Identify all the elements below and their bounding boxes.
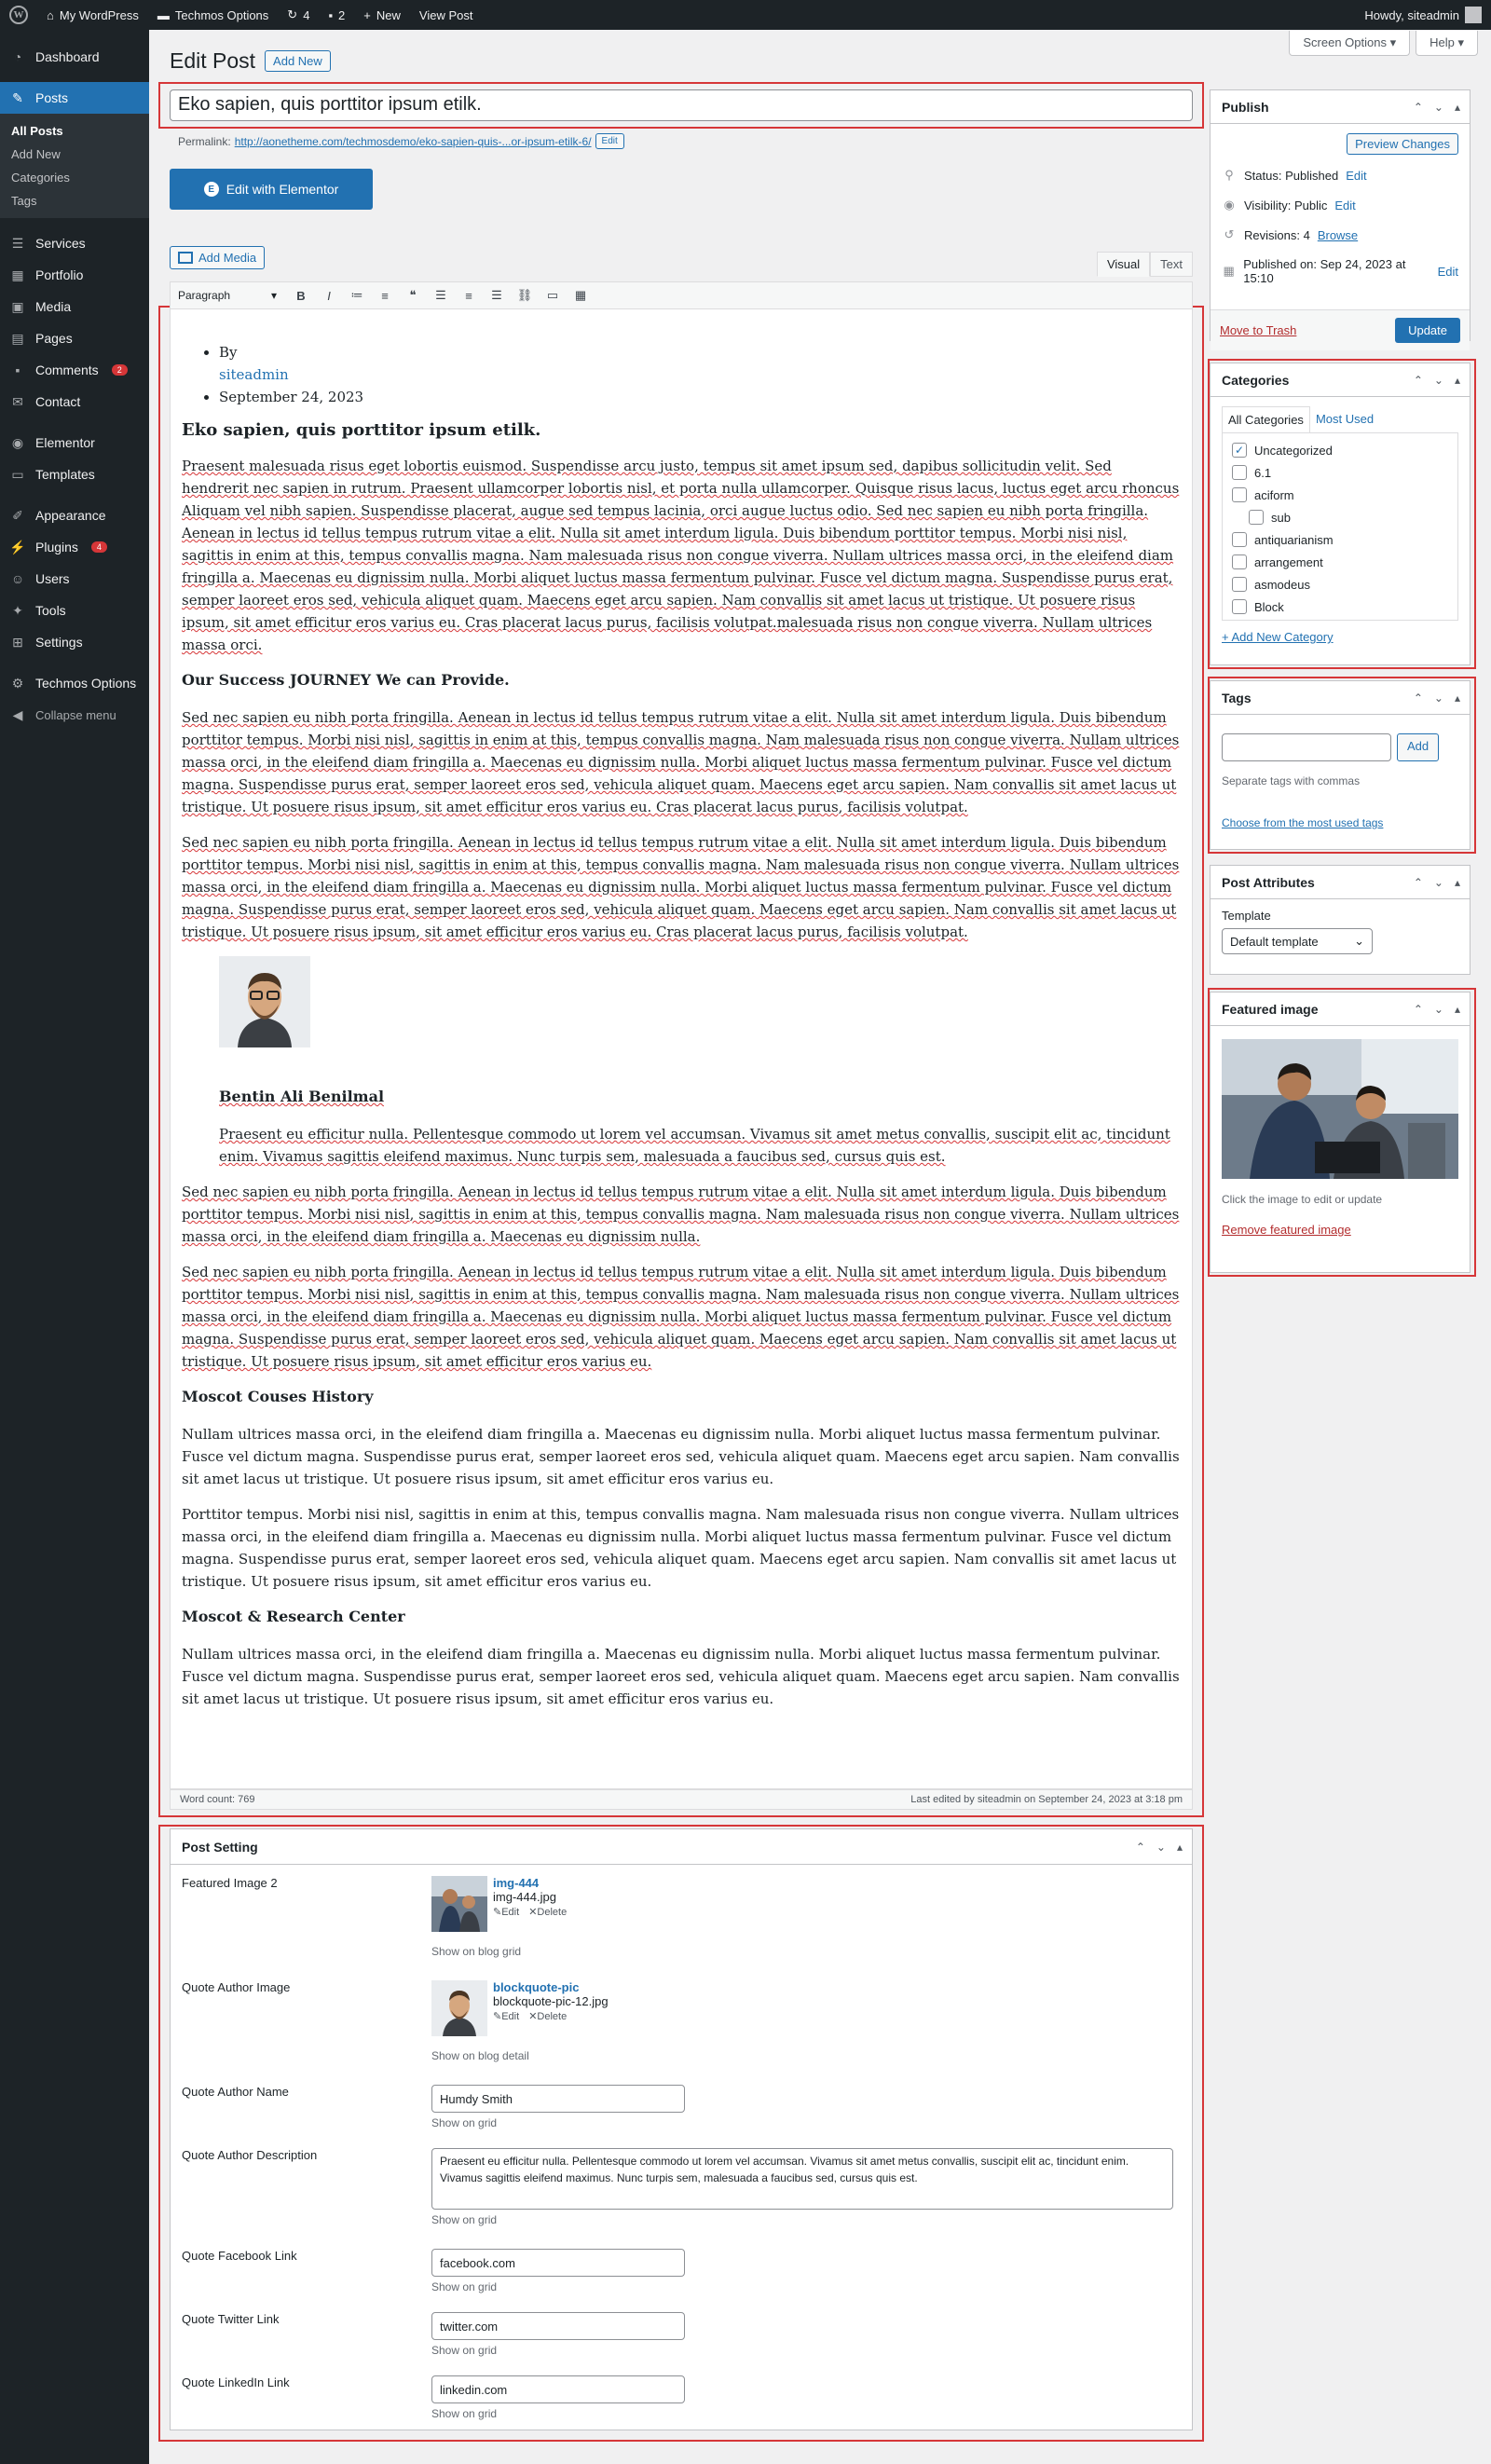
comments-badge: 2 bbox=[112, 364, 128, 376]
meta-author: • By siteadmin bbox=[219, 341, 1181, 386]
media-icon: ▣ bbox=[11, 298, 24, 314]
browse-revisions-link[interactable]: Browse bbox=[1317, 227, 1359, 242]
folder-icon: ▭ bbox=[11, 466, 24, 482]
post-setting-header: Post Setting ⌃ ⌄ ▴ bbox=[171, 1829, 1192, 1865]
italic-icon[interactable]: I bbox=[327, 288, 331, 303]
paragraph-4: Sed nec sapien eu nibh porta fringilla. Aenean in lectus id tellus tempus rutrum vitae a elit. Nulla sit amet interdum ligula. Duis bibendum porttitor tempus. Morbi nisi nisl, sagittis in enim at this, tempus convallis magna. Nam malesuada risus non congue viverra. Nullam ultrices massa orci, in the eleifend diam fringilla a. Maecenas eu dignissim nulla. bbox=[182, 1184, 1180, 1245]
remove-featured-image-link[interactable]: Remove featured image bbox=[1222, 1223, 1351, 1237]
add-tag-button[interactable]: Add bbox=[1397, 733, 1439, 761]
toggle-icon[interactable]: ▴ bbox=[1454, 1002, 1460, 1016]
wordpress-icon: W bbox=[9, 6, 28, 24]
toggle-icon[interactable]: ▴ bbox=[1454, 875, 1460, 889]
category-item[interactable]: antiquarianism bbox=[1232, 528, 1448, 551]
template-label: Template bbox=[1222, 909, 1271, 923]
delete-image-link[interactable]: ✕Delete bbox=[528, 2011, 568, 2022]
comments-link[interactable]: ▪ 2 bbox=[328, 7, 346, 22]
sidebar-item-services[interactable]: ☰ Services bbox=[0, 227, 149, 259]
move-up-icon[interactable]: ⌃ bbox=[1413, 691, 1423, 705]
paragraph-5: Sed nec sapien eu nibh porta fringilla. Aenean in lectus id tellus tempus rutrum vitae a elit. Nulla sit amet interdum ligula. Duis bibendum porttitor tempus. Morbi nisi nisl, sagittis in enim at this, tempus convallis magna. Nam malesuada risus non congue viverra. Nullam ultrices massa orci, in the eleifend diam fringilla a. Maecenas eu dignissim nulla. Morbi aliquet luctus massa fermentum pulvinar. Fusce vel dictum magna. Suspendisse purus erat, semper laoreet eros sed, vehicula aliquet quam. Maecens eget arcu sapien. Nam convallis sit amet lacus ut tristique. Ut posuere risus ipsum, sit amet efficitur eros varius eu. bbox=[182, 1264, 1180, 1370]
quote-author-image-filename: blockquote-pic-12.jpg bbox=[493, 1994, 609, 2008]
wp-logo-button[interactable] bbox=[0, 0, 37, 30]
update-button[interactable]: Update bbox=[1395, 318, 1460, 343]
checkbox[interactable] bbox=[1232, 487, 1247, 502]
quote-author-image-row: Quote Author Image blockquote-pic blockquote-pic-12.jpg ✎Edit ✕Delete Show on blog detail bbox=[171, 1969, 1192, 2074]
admin-sidebar bbox=[0, 30, 149, 2464]
permalink-edit-button[interactable]: Edit bbox=[595, 133, 624, 149]
category-item[interactable]: sub bbox=[1232, 506, 1448, 528]
quote-author-description-textarea[interactable]: Praesent eu efficitur nulla. Pellentesque commodo ut lorem vel accumsan. Vivamus sit amet metus convallis, suscipit elit ac, tincidunt enim. Vivamus sagittis eleifend maximus. Nunc turpis sem, malesuada a faucibus sed, cursus quis est. bbox=[431, 2148, 1173, 2210]
featured-image-2-row: Featured Image 2 img-444 img-444.jpg ✎Edit ✕Delete Show on blog grid bbox=[171, 1865, 1192, 1969]
sidebar-item-plugins[interactable]: ⚡ Plugins 4 bbox=[0, 531, 149, 563]
caret-down-icon: ▾ bbox=[270, 289, 277, 302]
sidebar-item-media[interactable]: ▣ Media bbox=[0, 291, 149, 322]
publish-actions bbox=[1211, 309, 1470, 350]
move-down-icon[interactable]: ⌄ bbox=[1433, 875, 1443, 889]
featured-image-2-media bbox=[431, 1876, 1181, 1932]
tab-all-categories[interactable]: All Categories bbox=[1222, 406, 1310, 432]
quote-author-name: Bentin Ali Benilmal bbox=[219, 1088, 385, 1105]
sidebar-item-comments[interactable]: ▪ Comments 2 bbox=[0, 354, 149, 386]
pin-icon: ✎ bbox=[12, 89, 23, 105]
post-meta-list bbox=[219, 341, 1181, 408]
updates-link[interactable]: ↻ 4 bbox=[287, 7, 310, 22]
quote-text: Praesent eu efficitur nulla. Pellentesque commodo ut lorem vel accumsan. Vivamus sit amet metus convallis, suscipit elit ac, tincidunt enim. Vivamus sagittis eleifend maximus. Nunc turpis sem, malesuada a faucibus sed, cursus quis est. bbox=[219, 1126, 1170, 1165]
elementor-icon: ◉ bbox=[11, 434, 24, 450]
quote-facebook-link-row: Quote Facebook Link facebook.com Show on grid bbox=[171, 2238, 1192, 2301]
editor-toolbar bbox=[170, 281, 1193, 309]
visibility-edit-link[interactable]: Edit bbox=[1334, 198, 1356, 212]
sidebar-item-elementor[interactable]: ◉ Elementor bbox=[0, 427, 149, 459]
published-on-row: ▦ Published on: Sep 24, 2023 at 15:10 Edit bbox=[1223, 257, 1458, 285]
featured-image-header: Featured image ⌃ ⌄ ▴ bbox=[1211, 992, 1470, 1026]
editor-content[interactable] bbox=[170, 309, 1193, 1789]
paragraph-6: Nullam ultrices massa orci, in the eleifend diam fringilla a. Maecenas eu dignissim nulla. Morbi aliquet luctus massa fermentum pulvinar. Fusce vel dictum magna. Suspendisse purus erat, semper laoreet eros sed, vehicula aliquet quam. Maecens eget arcu sapien. Nam convallis sit amet lacus ut tristique. Ut posuere risus ipsum, sit amet efficitur eros varius eu. bbox=[182, 1426, 1180, 1487]
quote-linkedin-link-input[interactable]: linkedin.com bbox=[431, 2375, 685, 2403]
align-center-icon[interactable]: ≡ bbox=[465, 288, 472, 303]
heading-journey: Our Success JOURNEY We can Provide. bbox=[182, 671, 510, 689]
quote-author-name-input[interactable]: Humdy Smith bbox=[431, 2085, 685, 2113]
screen-meta-links bbox=[1289, 31, 1478, 56]
post-heading: Eko sapien, quis porttitor ipsum etilk. bbox=[182, 420, 541, 440]
collapse-menu-button[interactable]: ◀ Collapse menu bbox=[0, 699, 149, 731]
post-title-input[interactable]: Eko sapien, quis porttitor ipsum etilk. bbox=[170, 89, 1193, 121]
post-attributes-header: Post Attributes ⌃ ⌄ ▴ bbox=[1211, 866, 1470, 899]
checkbox[interactable] bbox=[1232, 532, 1247, 547]
checkbox[interactable] bbox=[1232, 599, 1247, 614]
sidebar-item-posts[interactable]: ✎ Posts bbox=[0, 82, 149, 114]
paragraph-7: Porttitor tempus. Morbi nisi nisl, sagittis in enim at this, tempus convallis magna. Nam malesuada risus non congue viverra. Nullam ultrices massa orci, in the eleifend diam fringilla a. Maecenas eu dignissim nulla. Morbi aliquet luctus massa fermentum pulvinar. Fusce vel dictum magna. Suspendisse purus erat, semper laoreet eros sed, vehicula aliquet quam. Maecens eget arcu sapien. Nam convallis sit amet lacus ut tristique. Ut posuere risus ipsum, sit amet efficitur eros varius eu. bbox=[182, 1506, 1180, 1590]
home-icon: ⌂ bbox=[47, 7, 54, 22]
add-new-category-link[interactable]: + Add New Category bbox=[1222, 630, 1334, 644]
checkbox[interactable] bbox=[1232, 554, 1247, 569]
align-left-icon[interactable]: ☰ bbox=[435, 288, 446, 302]
category-item[interactable]: arrangement bbox=[1232, 551, 1448, 573]
sidebar-item-dashboard[interactable]: ◔ Dashboard bbox=[0, 41, 149, 73]
meta-date: • September 24, 2023 bbox=[219, 386, 1181, 408]
site-name-link[interactable]: ⌂ My WordPress bbox=[47, 7, 139, 22]
move-down-icon[interactable]: ⌄ bbox=[1433, 691, 1443, 705]
media-icon bbox=[178, 252, 193, 264]
quote-facebook-link-input[interactable]: facebook.com bbox=[431, 2249, 685, 2277]
sidebar-item-settings[interactable]: ⊞ Settings bbox=[0, 626, 149, 658]
edit-image-link[interactable]: ✎Edit bbox=[493, 1907, 520, 1918]
date-edit-link[interactable]: Edit bbox=[1437, 264, 1458, 279]
wrench-icon: ✦ bbox=[12, 602, 23, 618]
tab-text[interactable]: Text bbox=[1150, 252, 1193, 277]
sidebar-item-techmos-options[interactable]: ⚙ Techmos Options bbox=[0, 667, 149, 699]
settings-icon: ⊞ bbox=[12, 634, 23, 650]
dashboard-icon: ◔ bbox=[13, 49, 22, 64]
checkbox[interactable] bbox=[1232, 577, 1247, 592]
post-attributes-box bbox=[1210, 865, 1470, 975]
featured-image-box bbox=[1210, 992, 1470, 1273]
editor-statusbar bbox=[170, 1789, 1193, 1810]
template-select[interactable]: Default template ⌄ bbox=[1222, 928, 1373, 954]
admin-bar bbox=[0, 0, 1491, 30]
featured-image-2-help: Show on blog grid bbox=[431, 1945, 522, 1958]
tags-box bbox=[1210, 680, 1470, 850]
paragraph-3: Sed nec sapien eu nibh porta fringilla. Aenean in lectus id tellus tempus rutrum vitae a elit. Nulla sit amet interdum ligula. Duis bibendum porttitor tempus. Morbi nisi nisl, sagittis in enim at this, tempus convallis magna. Nam malesuada risus non congue viverra. Nullam ultrices massa orci, in the eleifend diam fringilla a. Maecenas eu dignissim nulla. Morbi aliquet luctus massa fermentum pulvinar. Fusce vel dictum magna. Suspendisse purus erat, semper laoreet eros sed, vehicula aliquet quam. Maecens eget arcu sapien. Nam convallis sit amet lacus ut tristique. Ut posuere risus ipsum, sit amet efficitur eros varius eu. Cras placerat lacus purus, facilisis volutpat. bbox=[182, 834, 1180, 940]
preview-changes-button[interactable]: Preview Changes bbox=[1347, 133, 1458, 155]
chevron-down-icon: ⌄ bbox=[1354, 934, 1364, 948]
quote-author-name-row: Quote Author Name Humdy Smith Show on grid bbox=[171, 2074, 1192, 2137]
quote-author-description-row: Quote Author Description Praesent eu efficitur nulla. Pellentesque commodo ut lorem vel accumsan. Vivamus sit amet metus convallis, suscipit elit ac, tincidunt enim. Vivamus sagittis eleifend maximus. Nunc turpis sem, malesuada a faucibus sed, cursus quis est. Show on grid bbox=[171, 2137, 1192, 2238]
status-edit-link[interactable]: Edit bbox=[1346, 168, 1367, 183]
quote-twitter-link-row: Quote Twitter Link twitter.com Show on grid bbox=[171, 2301, 1192, 2364]
move-to-trash-link[interactable]: Move to Trash bbox=[1220, 323, 1297, 337]
submenu-all-posts[interactable]: All Posts bbox=[11, 124, 63, 138]
revisions-row: ↺ Revisions: 4 Browse bbox=[1222, 227, 1458, 242]
author-link[interactable]: siteadmin bbox=[219, 366, 289, 383]
category-item[interactable]: asmodeus bbox=[1232, 573, 1448, 595]
move-down-icon[interactable]: ⌄ bbox=[1433, 100, 1443, 114]
featured-image-2-filename: img-444.jpg bbox=[493, 1890, 556, 1904]
move-up-icon[interactable]: ⌃ bbox=[1413, 875, 1423, 889]
format-select[interactable]: Paragraph ▾ bbox=[178, 289, 277, 302]
toggle-icon[interactable]: ▴ bbox=[1454, 691, 1460, 705]
tags-header: Tags ⌃ ⌄ ▴ bbox=[1211, 681, 1470, 715]
quote-block bbox=[219, 956, 1181, 1168]
quote-linkedin-link-row: Quote LinkedIn Link linkedin.com Show on grid bbox=[171, 2364, 1192, 2428]
paragraph-2: Sed nec sapien eu nibh porta fringilla. Aenean in lectus id tellus tempus rutrum vitae a elit. Nulla sit amet interdum ligula. Duis bibendum porttitor tempus. Morbi nisi nisl, sagittis in enim at this, tempus convallis magna. Nam malesuada risus non congue viverra. Nullam ultrices massa orci, in the eleifend diam fringilla a. Maecenas eu dignissim nulla. Morbi aliquet luctus massa fermentum pulvinar. Fusce vel dictum magna. Suspendisse purus erat, semper laoreet eros sed, vehicula aliquet quam. Maecens eget arcu sapien. Nam convallis sit amet lacus ut tristique. Ut posuere risus ipsum, sit amet efficitur eros varius eu. Cras placerat lacus purus, facilisis volutpat. bbox=[182, 709, 1180, 815]
eye-icon: ◉ bbox=[1224, 198, 1235, 212]
page-title: Edit Post bbox=[170, 48, 256, 73]
tags-hint: Separate tags with commas bbox=[1222, 774, 1361, 787]
align-right-icon[interactable]: ☰ bbox=[491, 288, 502, 302]
permalink-link[interactable]: http://aonetheme.com/techmosdemo/eko-sapien-quis-...or-ipsum-etilk-6/ bbox=[234, 134, 592, 148]
publish-header: Publish ⌃ ⌄ ▴ bbox=[1211, 90, 1470, 124]
edit-image-link[interactable]: ✎Edit bbox=[493, 2011, 520, 2022]
blockquote-icon[interactable]: ❝ bbox=[409, 288, 417, 302]
bullet-list-icon[interactable]: ≔ bbox=[350, 288, 363, 302]
checkbox[interactable] bbox=[1232, 465, 1247, 480]
delete-image-link[interactable]: ✕Delete bbox=[528, 1907, 568, 1918]
revisions-icon: ↺ bbox=[1224, 227, 1235, 241]
move-down-icon[interactable]: ⌄ bbox=[1433, 1002, 1443, 1016]
elementor-icon: E bbox=[204, 182, 219, 197]
grid-icon: ▦ bbox=[11, 267, 24, 282]
new-content-link[interactable]: + New bbox=[363, 7, 401, 22]
comment-icon: ▪ bbox=[15, 363, 21, 377]
permalink: Permalink: http://aonetheme.com/techmosdemo/eko-sapien-quis-...or-ipsum-etilk-6/ Edit bbox=[178, 133, 624, 149]
toolbar-toggle-icon[interactable]: ▦ bbox=[574, 288, 587, 302]
paragraph-8: Nullam ultrices massa orci, in the eleifend diam fringilla a. Maecenas eu dignissim nulla. Morbi aliquet luctus massa fermentum pulvinar. Fusce vel dictum magna. Suspendisse purus erat, semper laoreet eros sed, vehicula aliquet quam. Maecens eget arcu sapien. Nam convallis sit amet lacus ut tristique. Ut posuere risus ipsum, sit amet efficitur eros varius eu. bbox=[182, 1646, 1180, 1707]
toggle-icon[interactable]: ▴ bbox=[1176, 1840, 1183, 1854]
featured-image-2-title[interactable]: img-444 bbox=[493, 1876, 540, 1890]
add-new-button[interactable]: Add New bbox=[265, 50, 331, 72]
plugins-badge: 4 bbox=[91, 541, 107, 553]
posts-submenu bbox=[0, 114, 149, 218]
gear-icon: ⚙ bbox=[11, 675, 24, 691]
featured-image-hint: Click the image to edit or update bbox=[1222, 1193, 1383, 1206]
publish-box bbox=[1210, 89, 1470, 341]
techmos-options-link[interactable]: ▬ Techmos Options bbox=[157, 7, 269, 22]
new-tag-input[interactable] bbox=[1222, 733, 1391, 761]
brush-icon: ✐ bbox=[12, 507, 23, 523]
sidebar-item-tools[interactable]: ✦ Tools bbox=[0, 595, 149, 626]
categories-box bbox=[1210, 363, 1470, 665]
refresh-icon: ↻ bbox=[287, 7, 298, 21]
checkbox[interactable] bbox=[1249, 510, 1264, 525]
add-media-button[interactable]: Add Media bbox=[170, 246, 265, 269]
post-setting-box bbox=[170, 1828, 1193, 2430]
quote-author-image-thumbnail[interactable] bbox=[431, 1980, 487, 2036]
link-icon[interactable]: ⛓ bbox=[516, 288, 533, 302]
word-count: Word count: 769 bbox=[180, 1794, 255, 1805]
sidebar-item-contact[interactable]: ✉ Contact bbox=[0, 386, 149, 418]
pin-icon: ⚲ bbox=[1224, 168, 1234, 182]
submenu-add-new[interactable]: Add New bbox=[11, 147, 61, 161]
toggle-icon[interactable]: ▴ bbox=[1454, 373, 1460, 387]
tab-visual[interactable]: Visual bbox=[1097, 252, 1150, 277]
sidebar-item-templates[interactable]: ▭ Templates bbox=[0, 459, 149, 490]
category-item[interactable]: 6.1 bbox=[1232, 461, 1448, 484]
account-menu[interactable]: Howdy, siteadmin bbox=[1355, 0, 1491, 30]
avatar bbox=[1465, 7, 1482, 23]
category-item[interactable]: Block bbox=[1232, 595, 1448, 618]
quote-author-image-title[interactable]: blockquote-pic bbox=[493, 1980, 580, 1994]
screen-options-button[interactable]: Screen Options ▾ bbox=[1289, 31, 1410, 56]
categories-header: Categories ⌃ ⌄ ▴ bbox=[1211, 363, 1470, 397]
move-up-icon[interactable]: ⌃ bbox=[1413, 100, 1423, 114]
move-down-icon[interactable]: ⌄ bbox=[1433, 373, 1443, 387]
status-row: ⚲ Status: Published Edit bbox=[1222, 168, 1458, 183]
bold-icon[interactable]: B bbox=[296, 288, 306, 303]
collapse-icon: ◀ bbox=[12, 706, 23, 722]
featured-image-thumbnail[interactable] bbox=[1222, 1039, 1458, 1179]
comment-icon: ▪ bbox=[328, 7, 334, 22]
category-checklist bbox=[1222, 432, 1458, 621]
choose-most-used-tags-link[interactable]: Choose from the most used tags bbox=[1222, 816, 1384, 829]
calendar-icon: ▦ bbox=[1223, 264, 1235, 278]
view-post-link[interactable]: View Post bbox=[418, 7, 473, 22]
sidebar-item-users[interactable]: ☺ Users bbox=[10, 571, 70, 586]
read-more-icon[interactable]: ▭ bbox=[546, 288, 559, 302]
sidebar-item-portfolio[interactable]: ▦ Portfolio bbox=[0, 259, 149, 291]
heading-research: Moscot & Research Center bbox=[182, 1608, 405, 1625]
numbered-list-icon[interactable]: ≡ bbox=[381, 288, 389, 303]
page-icon: ▤ bbox=[11, 330, 24, 346]
category-item[interactable]: ✓ Uncategorized bbox=[1232, 439, 1448, 461]
paragraph-1: Praesent malesuada risus eget lobortis euismod. Suspendisse arcu justo, tempus sit amet ipsum sed, dapibus sollicitudin velit. Sed hendrerit nec sapien in rutrum. Praesent ullamcorper lobortis nisl, et porta nulla ullamcorper. Quisque risus lacus, luctus eget arcu rhoncus Aliquam vel nibh sapien. Suspendisse placerat, augue sed tempus lacinia, orci augue luctus odio. Sed nec sapien eu nibh porta fringilla. Aenean in lectus id tellus tempus rutrum vitae a elit. Nulla sit amet interdum ligula. Duis bibendum porttitor tempus. Morbi nisi nisl, sagittis in enim at this, tempus convallis magna. Nam malesuada risus non congue viverra. Nullam ultrices massa orci, in the eleifend diam fringilla a. Maecenas eu dignissim nulla. Morbi aliquet luctus massa fermentum pulvinar. Fusce vel dictum magna. Suspendisse purus erat, semper laoreet eros sed, vehicula aliquet quam. Maecens eget arcu sapien. Nam convallis sit amet lacus ut tristique. Ut posuere risus ipsum, sit amet efficitur eros varius eu. Cras placerat lacus purus, facilisis volutpat.malesuada risus non congue viverra. Nullam ultrices massa orci. bbox=[182, 458, 1180, 653]
sidebar-item-appearance[interactable]: ✐ Appearance bbox=[0, 500, 149, 531]
help-button[interactable]: Help ▾ bbox=[1416, 31, 1478, 56]
quote-twitter-link-input[interactable]: twitter.com bbox=[431, 2312, 685, 2340]
visibility-row: ◉ Visibility: Public Edit bbox=[1222, 198, 1458, 212]
move-up-icon[interactable]: ⌃ bbox=[1413, 1002, 1423, 1016]
plugin-icon: ⚡ bbox=[9, 539, 26, 554]
editor-tabs bbox=[1097, 252, 1193, 277]
edit-with-elementor-button[interactable]: E Edit with Elementor bbox=[170, 169, 373, 210]
quote-author-image-help: Show on blog detail bbox=[431, 2049, 529, 2062]
category-item[interactable]: aciform bbox=[1232, 484, 1448, 506]
move-up-icon[interactable]: ⌃ bbox=[1135, 1840, 1145, 1854]
heading-moscot: Moscot Couses History bbox=[182, 1388, 374, 1405]
quote-author-image-media bbox=[431, 1980, 1181, 2036]
quote-author-photo bbox=[219, 956, 310, 1047]
sidebar-item-pages[interactable]: ▤ Pages bbox=[0, 322, 149, 354]
folder-icon: ▬ bbox=[157, 7, 170, 22]
move-up-icon[interactable]: ⌃ bbox=[1413, 373, 1423, 387]
submenu-categories[interactable]: Categories bbox=[11, 171, 70, 185]
featured-image-2-thumbnail[interactable] bbox=[431, 1876, 487, 1932]
tab-most-used[interactable]: Most Used bbox=[1315, 412, 1375, 426]
plus-icon: + bbox=[363, 7, 371, 22]
move-down-icon[interactable]: ⌄ bbox=[1156, 1840, 1166, 1854]
user-icon: ☺ bbox=[10, 571, 25, 586]
last-edited: Last edited by siteadmin on September 24, 2023 at 3:18 pm bbox=[910, 1794, 1183, 1805]
submenu-tags[interactable]: Tags bbox=[11, 194, 37, 208]
mail-icon: ✉ bbox=[12, 393, 23, 409]
toggle-icon[interactable]: ▴ bbox=[1454, 100, 1460, 114]
checkbox-checked[interactable]: ✓ bbox=[1232, 443, 1247, 458]
page-header bbox=[170, 48, 331, 74]
list-icon: ☰ bbox=[11, 235, 24, 251]
